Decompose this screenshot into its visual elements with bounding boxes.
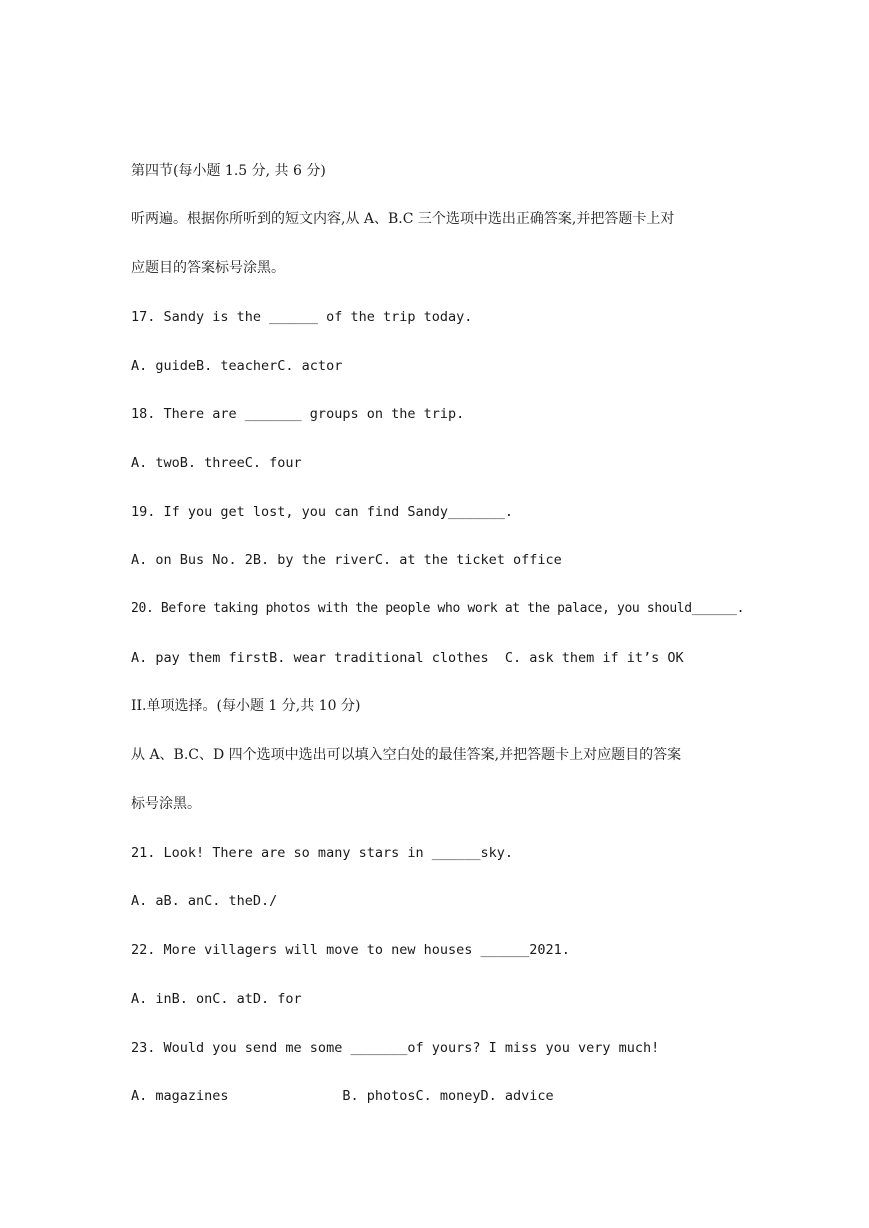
question-17-options: A. guideB. teacherC. actor (131, 358, 343, 374)
question-23-options: A. magazines B. photosC. moneyD. advice (131, 1088, 554, 1104)
question-18-options: A. twoB. threeC. four (131, 455, 302, 471)
question-20-stem: 20. Before taking photos with the people who work at the palace, you should______. (131, 601, 745, 616)
part-instruction-line-2: 标号涂黑。 (131, 796, 201, 812)
question-21-options: A. aB. anC. theD./ (131, 893, 278, 909)
question-22-stem: 22. More villagers will move to new houses ______2021. (131, 942, 570, 958)
question-19-options: A. on Bus No. 2B. by the riverC. at the ticket office (131, 552, 562, 568)
question-23-stem: 23. Would you send me some _______of yours? I miss you very much! (131, 1040, 660, 1056)
question-19-stem: 19. If you get lost, you can find Sandy_______. (131, 504, 514, 520)
section-heading: 第四节(每小题 1.5 分, 共 6 分) (131, 163, 326, 179)
part-heading: II.单项选择。(每小题 1 分,共 10 分) (131, 698, 361, 714)
question-21-stem: 21. Look! There are so many stars in ______sky. (131, 845, 514, 861)
question-20-options: A. pay them firstB. wear traditional clothes C. ask them if it’s OK (131, 650, 684, 666)
section-instruction-line-2: 应题目的答案标号涂黑。 (131, 260, 285, 276)
question-17-stem: 17. Sandy is the ______ of the trip today. (131, 309, 473, 325)
question-18-stem: 18. There are _______ groups on the trip. (131, 406, 465, 422)
part-instruction-line-1: 从 A、B.C、D 四个选项中选出可以填入空白处的最佳答案,并把答题卡上对应题目的答案 (131, 747, 682, 763)
question-22-options: A. inB. onC. atD. for (131, 991, 302, 1007)
section-instruction-line-1: 听两遍。根据你所听到的短文内容,从 A、B.C 三个选项中选出正确答案,并把答题卡上对 (131, 211, 675, 227)
